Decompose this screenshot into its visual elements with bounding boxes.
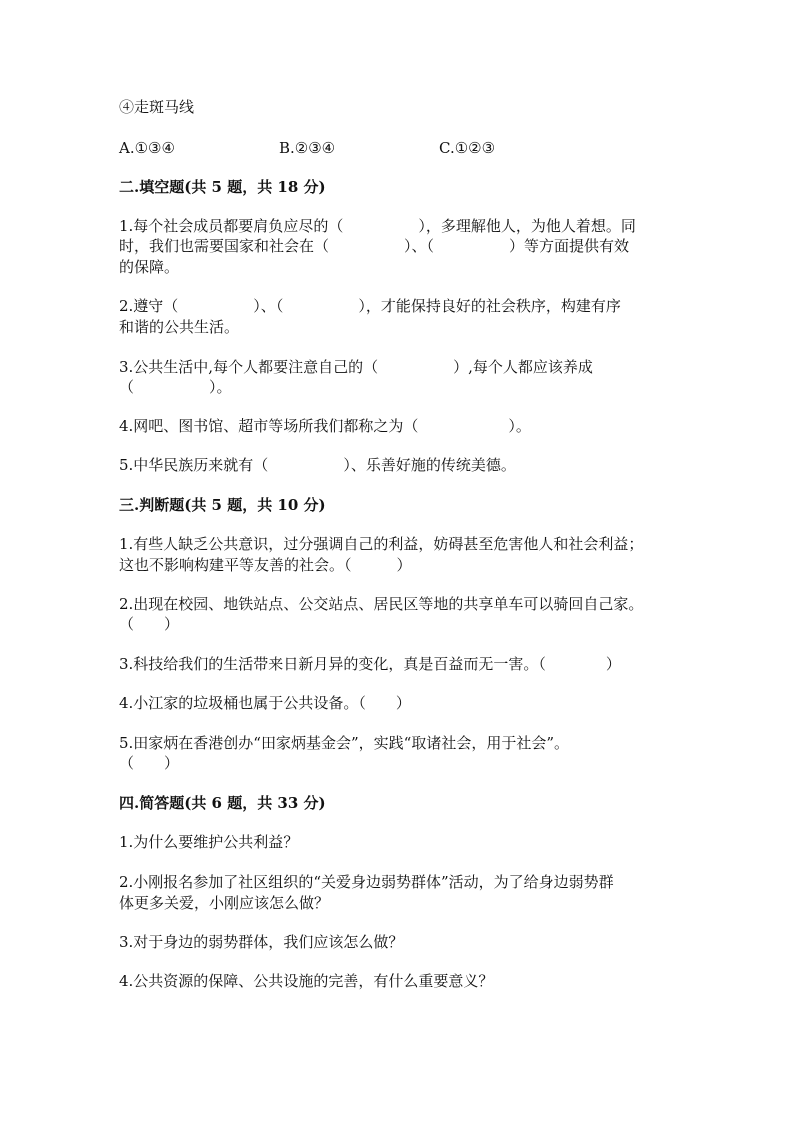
- judge-q5-line2: （ ）: [119, 754, 180, 772]
- answer-q1: 1.为什么要维护公共利益？: [119, 833, 299, 851]
- fill-q3-line1: 3.公共生活中,每个人都要注意自己的（ ）,每个人都应该养成: [119, 358, 593, 376]
- judge-q3: 3.科技给我们的生活带来日新月异的变化，真是百益而无一害。（ ）: [119, 655, 621, 673]
- fill-q1-line3: 的保障。: [119, 258, 180, 276]
- answer-q2-line2: 体更多关爱，小刚应该怎么做？: [119, 894, 330, 912]
- section-heading-true-false: 三.判断题(共 5 题，共 10 分): [119, 496, 326, 514]
- option-c: C.①②③: [439, 139, 496, 157]
- fill-q1-line2: 时，我们也需要国家和社会在（ ）、（ ）等方面提供有效: [119, 237, 630, 255]
- judge-q1-line2: 这也不影响构建平等友善的社会。（ ）: [119, 556, 412, 574]
- answer-q4: 4.公共资源的保障、公共设施的完善，有什么重要意义？: [119, 972, 494, 990]
- answer-q2-line1: 2.小刚报名参加了社区组织的“关爱身边弱势群体”活动，为了给身边弱势群: [119, 873, 614, 891]
- judge-q1-line1: 1.有些人缺乏公共意识，过分强调自己的利益，妨碍甚至危害他人和社会利益；: [119, 535, 644, 553]
- choice-item-4: ④走斑马线: [119, 98, 195, 116]
- fill-q1-line1: 1.每个社会成员都要肩负应尽的（ ），多理解他人，为他人着想。同: [119, 217, 636, 235]
- judge-q4: 4.小江家的垃圾桶也属于公共设备。（ ）: [119, 694, 411, 712]
- fill-q5: 5.中华民族历来就有（ ）、乐善好施的传统美德。: [119, 456, 516, 474]
- option-a: A.①③④: [119, 139, 175, 157]
- section-heading-short-answer: 四.简答题(共 6 题，共 33 分): [119, 794, 326, 812]
- judge-q2-line2: （ ）: [119, 615, 180, 633]
- judge-q5-line1: 5.田家炳在香港创办“田家炳基金会”，实践“取诸社会，用于社会”。: [119, 734, 569, 752]
- fill-q4: 4.网吧、图书馆、超市等场所我们都称之为（ ）。: [119, 417, 531, 435]
- answer-q3: 3.对于身边的弱势群体，我们应该怎么做？: [119, 933, 404, 951]
- section-heading-fill-blank: 二.填空题(共 5 题，共 18 分): [119, 178, 326, 196]
- option-b: B.②③④: [279, 139, 336, 157]
- fill-q2-line1: 2.遵守（ ）、（ ），才能保持良好的社会秩序，构建有序: [119, 297, 621, 315]
- fill-q2-line2: 和谐的公共生活。: [119, 318, 240, 336]
- judge-q2-line1: 2.出现在校园、地铁站点、公交站点、居民区等地的共享单车可以骑回自己家。: [119, 595, 644, 613]
- fill-q3-line2: （ ）。: [119, 378, 232, 396]
